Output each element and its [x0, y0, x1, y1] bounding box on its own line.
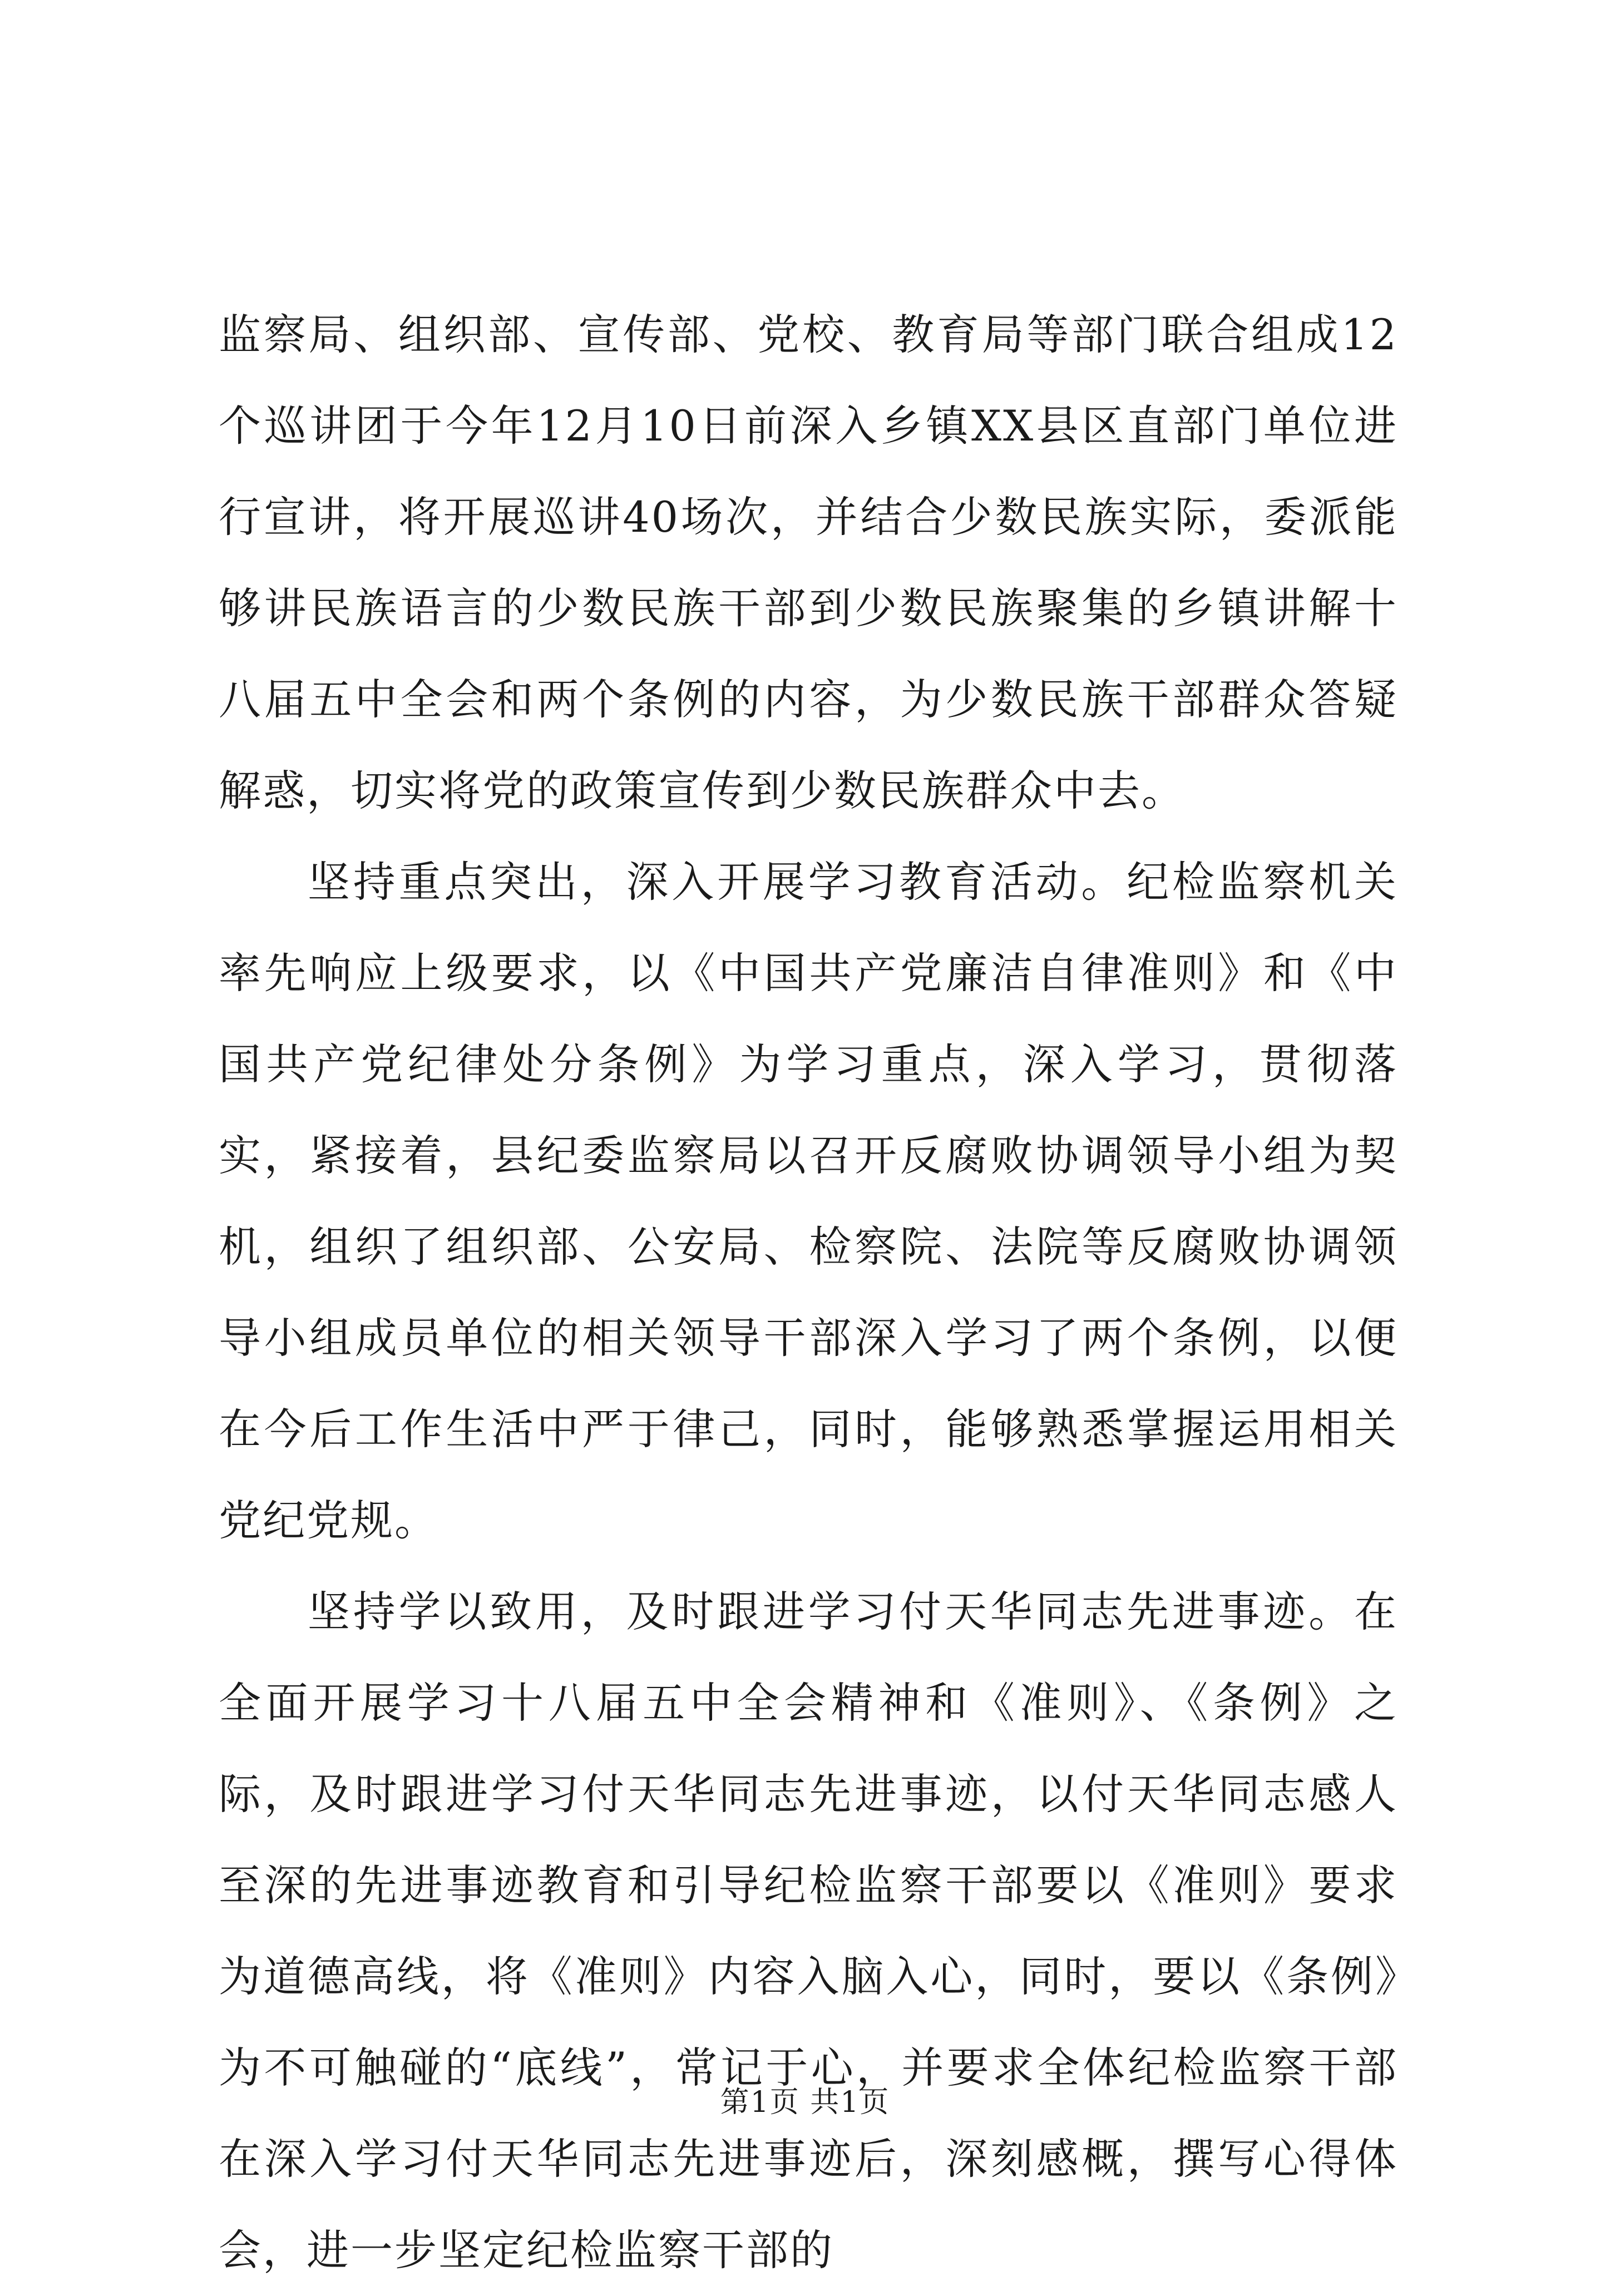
paragraph-1: 监察局、组织部、宣传部、党校、教育局等部门联合组成12个巡讲团于今年12月10日前深入乡镇XX县区直部门单位进行宣讲，将开展巡讲40场次，并结合少数民族实际，委派能够讲民族语言的少数民族干部到少数民族聚集的乡镇讲解十八届五中全会和两个条例的内容，为少数民族干部群众答疑解惑，切实将党的政策宣传到少数民族群众中去。 — [219, 310, 1398, 815]
page-footer: 第1页 共1页 — [720, 2086, 890, 2119]
paragraph-2: 坚持重点突出，深入开展学习教育活动。纪检监察机关率先响应上级要求，以《中国共产党廉洁自律准则》和《中国共产党纪律处分条例》为学习重点，深入学习，贯彻落实，紧接着，县纪委监察局以召开反腐败协调领导小组为契机，组织了组织部、公安局、检察院、法院等反腐败协调领导小组成员单位的相关领导干部深入学习了两个条例，以便在今后工作生活中严于律己，同时，能够熟悉掌握运用相关党纪党规。 — [219, 857, 1398, 1545]
document-body — [219, 289, 1398, 2296]
paragraph-3: 坚持学以致用，及时跟进学习付天华同志先进事迹。在全面开展学习十八届五中全会精神和《准则》、《条例》之际，及时跟进学习付天华同志先进事迹，以付天华同志感人至深的先进事迹教育和引导纪检监察干部要以《准则》要求为道德高线，将《准则》内容入脑入心，同时，要以《条例》为不可触碰的“底线”，常记于心，并要求全体纪检监察干部在深入学习付天华同志先进事迹后，深刻感概，撰写心得体会，进一步坚定纪检监察干部的 — [219, 1587, 1398, 2275]
